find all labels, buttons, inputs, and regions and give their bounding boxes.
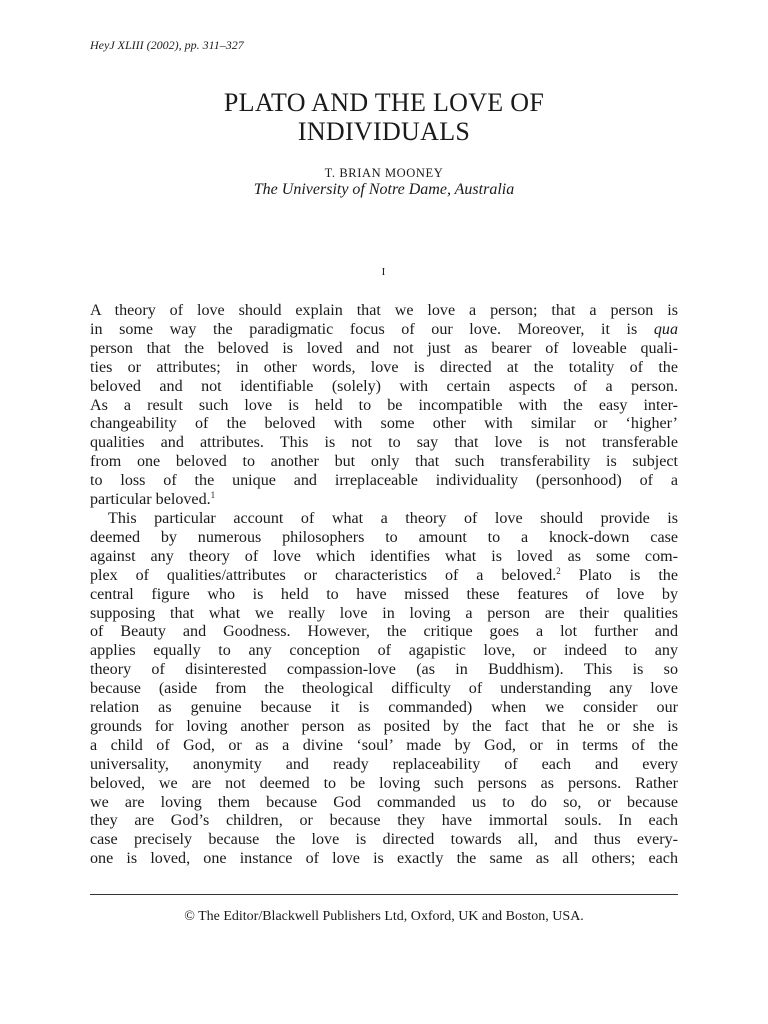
text-line: they are God’s children, or because they have immortal souls. In each: [90, 812, 678, 830]
author-name: T. BRIAN MOONEY: [324, 166, 444, 180]
text-line: person that the beloved is loved and not just as bearer of loveable quali-: [90, 339, 678, 357]
text-line: against any theory of love which identifies what is loved as some com-: [90, 547, 678, 565]
text-line: relation as genuine because it is commanded) when we consider our: [90, 699, 678, 717]
text-line: because (aside from the theological difficulty of understanding any love: [90, 680, 678, 698]
text-line: supposing that what we really love in loving a person are their qualities: [90, 604, 678, 622]
text-line: to loss of the unique and irreplaceable individuality (personhood) of a: [90, 472, 678, 490]
text-line: applies equally to any conception of agapistic love, or indeed to any: [90, 642, 678, 660]
text-line: changeability of the beloved with some other with similar or ‘higher’: [90, 415, 678, 433]
article-title-line-2: INDIVIDUALS: [297, 117, 471, 146]
footer-divider: [90, 894, 678, 895]
copyright-notice: © The Editor/Blackwell Publishers Ltd, Oxford, UK and Boston, USA.: [184, 909, 584, 924]
author-affiliation: The University of Notre Dame, Australia: [253, 181, 515, 198]
italic-term-qua: qua: [653, 320, 678, 338]
text-line: universality, anonymity and ready replaceability of each and every: [90, 755, 678, 773]
text-line: central figure who is held to have missed these features of love by: [90, 585, 678, 603]
text-run: plex of qualities/attributes or characteristics of a beloved.: [90, 566, 557, 584]
article-body: [90, 302, 678, 869]
journal-reference: HeyJ XLIII (2002), pp. 311–327: [90, 38, 244, 52]
text-line: [90, 321, 678, 340]
text-line: As a result such love is held to be incompatible with the easy inter-: [90, 396, 678, 414]
text-run: in some way the paradigmatic focus of our love. Moreover, it is: [90, 320, 654, 338]
text-line: grounds for loving another person as posited by the fact that he or she is: [90, 717, 678, 735]
section-number: I: [381, 266, 387, 278]
text-run: Plato is the: [560, 566, 678, 584]
paragraph-2: [90, 510, 678, 869]
text-line: from one beloved to another but only that such transferability is subject: [90, 453, 678, 471]
text-line: case precisely because the love is directed towards all, and thus every-: [90, 831, 678, 849]
article-title: [0, 88, 768, 146]
text-line: one is loved, one instance of love is exactly the same as all others; each: [90, 850, 678, 868]
text-line: A theory of love should explain that we love a person; that a person is: [90, 302, 678, 319]
text-line: beloved and not identifiable (solely) with certain aspects of a person.: [90, 377, 678, 395]
footnote-marker-1[interactable]: 1: [210, 490, 216, 501]
text-line: ties or attributes; in other words, love is directed at the totality of the: [90, 358, 678, 376]
text-line: [90, 567, 678, 586]
text-line: qualities and attributes. This is not to say that love is not transferable: [90, 434, 678, 452]
article-title-line-1: PLATO AND THE LOVE OF: [223, 88, 545, 117]
text-line: deemed by numerous philosophers to amount to a knock-down case: [90, 528, 678, 546]
text-line: of Beauty and Goodness. However, the critique goes a lot further and: [90, 623, 678, 641]
text-line: beloved, we are not deemed to be loving such persons as persons. Rather: [90, 774, 678, 792]
text-line: theory of disinterested compassion-love (as in Buddhism). This is so: [90, 661, 678, 679]
text-line: [90, 491, 678, 510]
text-line: we are loving them because God commanded us to do so, or because: [90, 793, 678, 811]
text-line: This particular account of what a theory of love should provide is: [108, 509, 678, 527]
paragraph-1: [90, 302, 678, 510]
footnote-marker-2[interactable]: 2: [556, 565, 561, 576]
text-line: a child of God, or as a divine ‘soul’ made by God, or in terms of the: [90, 736, 678, 754]
text-run: particular beloved.: [90, 491, 211, 509]
